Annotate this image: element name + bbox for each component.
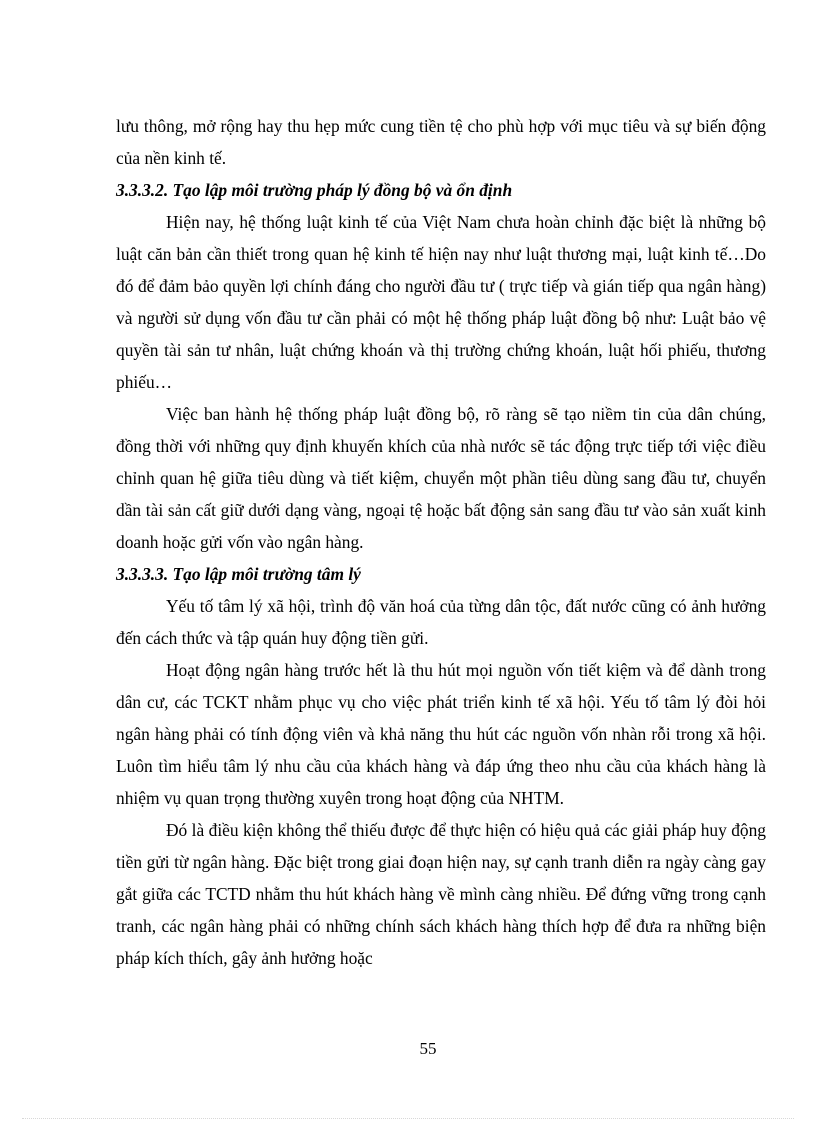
page-number: 55	[419, 1039, 437, 1058]
document-page	[116, 110, 766, 974]
paragraph-continuation: lưu thông, mở rộng hay thu hẹp mức cung tiền tệ cho phù hợp với mục tiêu và sự biến động của nền kinh tế.	[116, 116, 766, 168]
section-heading-3-3-3-3: 3.3.3.3. Tạo lập môi trường tâm lý	[116, 564, 361, 584]
footer-divider	[22, 1118, 794, 1119]
section-heading-3-3-3-2: 3.3.3.2. Tạo lập môi trường pháp lý đồng bộ và ổn định	[116, 180, 513, 200]
paragraph-psychology-factor: Yếu tố tâm lý xã hội, trình độ văn hoá của từng dân tộc, đất nước cũng có ảnh hưởng đến cách thức và tập quán huy động tiền gửi.	[116, 596, 766, 648]
paragraph-competition: Đó là điều kiện không thể thiếu được để thực hiện có hiệu quả các giải pháp huy động tiền gửi từ ngân hàng. Đặc biệt trong giai đoạn hiện nay, sự cạnh tranh diễn ra ngày càng gay gắt giữa các TCTD nhằm thu hút khách hàng về mình càng nhiều. Để đứng vững trong cạnh tranh, các ngân hàng phải có những chính sách khách hàng thích hợp để đưa ra những biện pháp kích thích, gây ảnh hưởng hoặc	[116, 820, 766, 968]
paragraph-legal-effects: Việc ban hành hệ thống pháp luật đồng bộ, rõ ràng sẽ tạo niềm tin của dân chúng, đồng thời với những quy định khuyến khích của nhà nước sẽ tác động trực tiếp tới việc điều chỉnh quan hệ giữa tiêu dùng và tiết kiệm, chuyển một phần tiêu dùng sang đầu tư, chuyển dần tài sản cất giữ dưới dạng vàng, ngoại tệ hoặc bất động sản sang đầu tư vào sản xuất kinh doanh hoặc gửi vốn vào ngân hàng.	[116, 404, 766, 552]
paragraph-legal-system: Hiện nay, hệ thống luật kinh tế của Việt Nam chưa hoàn chỉnh đặc biệt là những bộ luật căn bản cần thiết trong quan hệ kinh tế hiện nay như luật thương mại, luật kinh tế…Do đó để đảm bảo quyền lợi chính đáng cho người đầu tư ( trực tiếp và gián tiếp qua ngân hàng) và người sử dụng vốn đầu tư cần phải có một hệ thống pháp luật đồng bộ như: Luật bảo vệ quyền tài sản tư nhân, luật chứng khoán và thị trường chứng khoán, luật hối phiếu, thương phiếu…	[116, 212, 766, 392]
paragraph-bank-activity: Hoạt động ngân hàng trước hết là thu hút mọi nguồn vốn tiết kiệm và để dành trong dân cư, các TCKT nhằm phục vụ cho việc phát triển kinh tế xã hội. Yếu tố tâm lý đòi hỏi ngân hàng phải có tính động viên và khả năng thu hút các nguồn vốn nhàn rỗi trong xã hội. Luôn tìm hiểu tâm lý nhu cầu của khách hàng và đáp ứng theo nhu cầu của khách hàng là nhiệm vụ quan trọng thường xuyên trong hoạt động của NHTM.	[116, 660, 766, 808]
